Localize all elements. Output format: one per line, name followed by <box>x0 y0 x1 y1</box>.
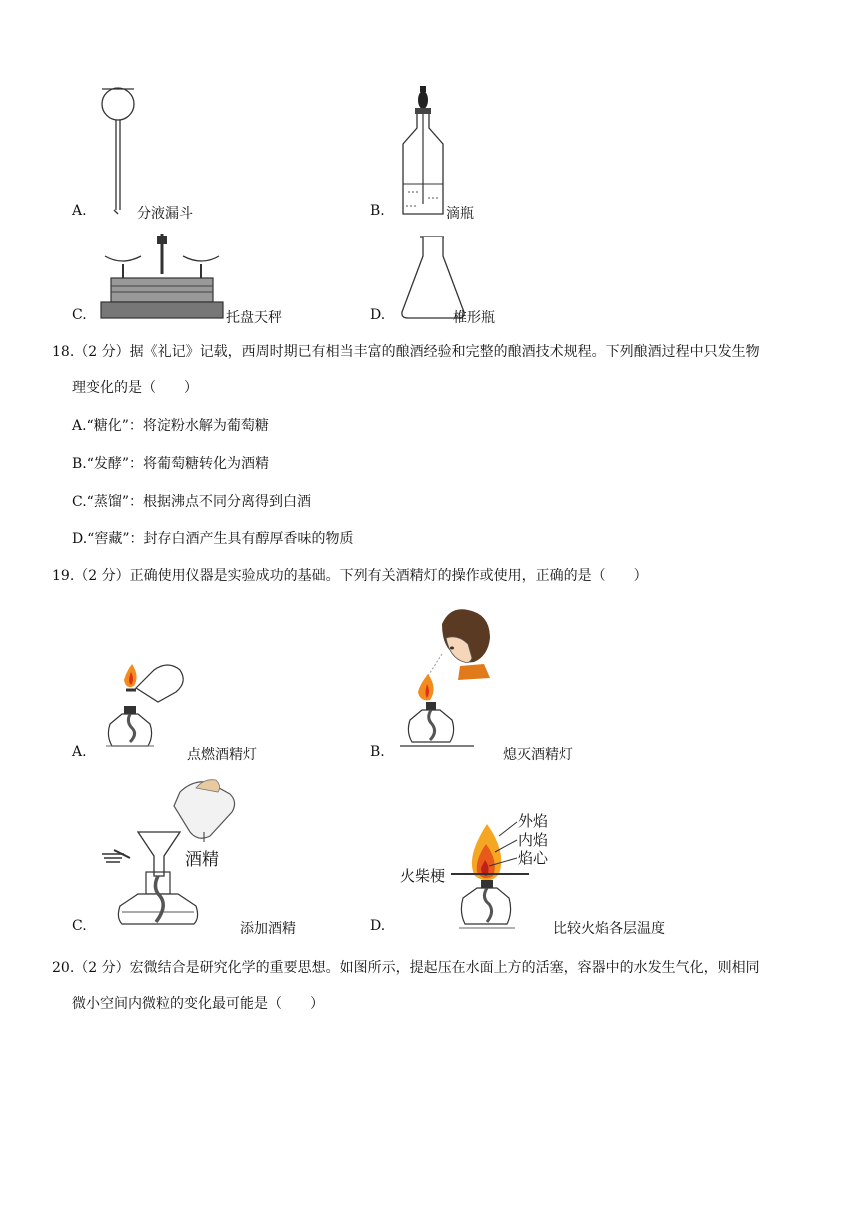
q19-option-a-letter: A. <box>72 744 87 760</box>
outer-flame-label: 外焰 <box>518 812 549 830</box>
q17-option-b-label: 滴瓶 <box>446 206 474 222</box>
q19-option-c-letter: C. <box>72 918 87 934</box>
adding-alcohol-figure <box>100 776 240 926</box>
matchstick-label: 火柴梗 <box>400 867 446 885</box>
q20-stem-line1: 20.（2 分）宏微结合是研究化学的重要思想。如图所示，提起压在水面上方的活塞，容器中的水发生气化，则相同 <box>52 960 760 976</box>
q19-option-d-letter: D. <box>370 918 386 934</box>
dropping-bottle-figure <box>398 84 448 219</box>
q17-option-a-label: 分液漏斗 <box>137 206 193 222</box>
q19-option-b-label: 熄灭酒精灯 <box>503 747 573 763</box>
q17-option-c-label: 托盘天秤 <box>226 310 282 326</box>
q17-option-c-letter: C. <box>72 307 87 323</box>
lighting-lamp-figure <box>96 656 196 756</box>
q17-option-a-letter: A. <box>72 203 87 219</box>
q18-option-b: B.“发酵”：将葡萄糖转化为酒精 <box>72 456 270 472</box>
q19-option-d-label: 比较火焰各层温度 <box>553 921 665 937</box>
q19-option-b-letter: B. <box>370 744 385 760</box>
blowing-lamp-figure <box>398 604 508 754</box>
q18-option-a: A.“糖化”：将淀粉水解为葡萄糖 <box>72 418 269 434</box>
q18-option-c: C.“蒸馏”：根据沸点不同分离得到白酒 <box>72 494 311 510</box>
inner-flame-label: 内焰 <box>518 831 549 849</box>
q18-option-d: D.“窖藏”：封存白酒产生具有醇厚香味的物质 <box>72 531 354 547</box>
q18-stem-line1: 18.（2 分）据《礼记》记载，西周时期已有相当丰富的酿酒经验和完整的酿酒技术规程。下列酿酒过程中只发生物 <box>52 344 760 360</box>
pan-balance-figure <box>97 234 227 322</box>
q19-option-a-label: 点燃酒精灯 <box>187 747 257 763</box>
flame-core-label: 焰心 <box>518 849 549 867</box>
q17-option-d-label: 椎形瓶 <box>453 310 495 326</box>
q19-stem: 19.（2 分）正确使用仪器是实验成功的基础。下列有关酒精灯的操作或使用，正确的是（ ） <box>52 568 648 584</box>
q17-option-b-letter: B. <box>370 203 385 219</box>
alcohol-label: 酒精 <box>185 850 219 870</box>
q17-option-d-letter: D. <box>370 307 386 323</box>
q18-stem-line2: 理变化的是（ ） <box>72 380 198 396</box>
q19-option-c-label: 添加酒精 <box>240 921 296 937</box>
separatory-funnel-figure <box>98 84 138 214</box>
q20-stem-line2: 微小空间内微粒的变化最可能是（ ） <box>72 996 324 1012</box>
